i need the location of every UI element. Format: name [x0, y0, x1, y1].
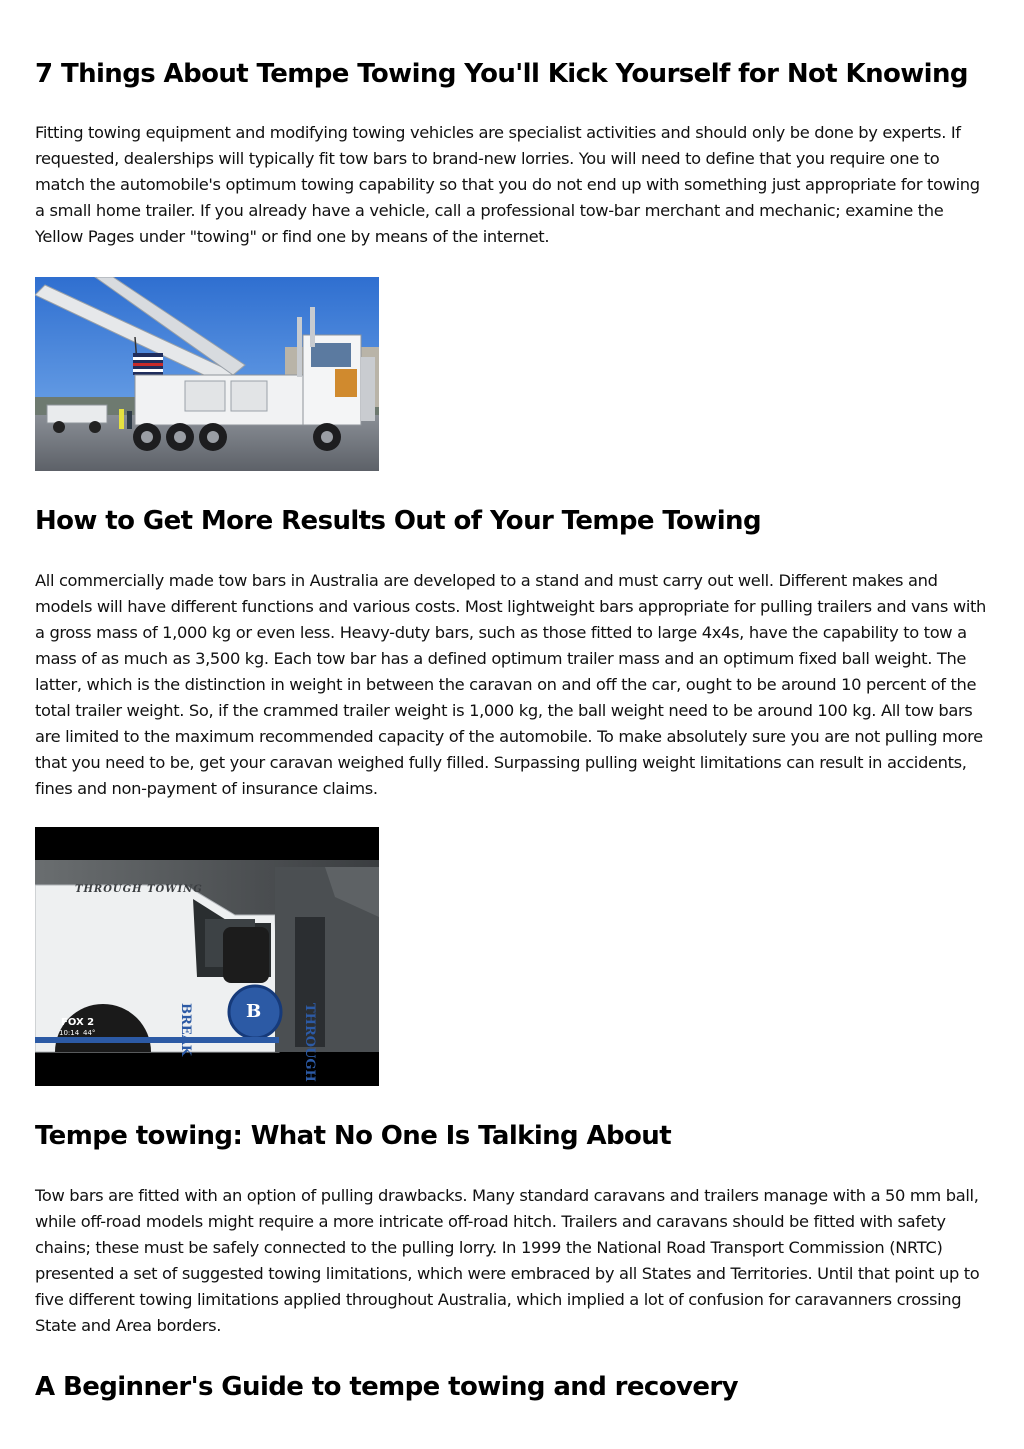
news-temperature: 44°: [83, 1029, 96, 1037]
section-heading: A Beginner's Guide to tempe towing and recovery: [35, 1372, 738, 1402]
section-heading: Tempe towing: What No One Is Talking About: [35, 1121, 672, 1151]
news-channel-badge: FOX 2: [61, 1017, 95, 1028]
section-paragraph: All commercially made tow bars in Australia are developed to a stand and must carry out well. Different makes and models will have different functions and various costs. Most lightweight bars appropriate for pulling trailers and vans with a gross mass of 1,000 kg or even less. Heavy-duty bars, such as those fitted to large 4x4s, have the capability to tow a mass of as much as 3,500 kg. Each tow bar has a defined optimum trailer mass and an optimum fixed ball weight. The latter, which is the distinction in weight in between the caravan on and off the car, ought to be around 10 percent of the total trailer weight. So, if the crammed trailer weight is 1,000 kg, the ball weight need to be around 100 kg. All tow bars are limited to the maximum recommended capacity of the automobile. To make absolutely sure you are not pulling more that you need to be, get your caravan weighed fully filled. Surpassing pulling weight limitations can result in accidents, fines and non-payment of insurance claims.: [35, 571, 986, 798]
tow-truck-illustration: [35, 277, 379, 471]
logo-letter: B: [246, 1001, 262, 1022]
section-heading: How to Get More Results Out of Your Tempe Towing: [35, 506, 761, 536]
news-video-still: [35, 827, 379, 1086]
tow-truck-photo: [35, 277, 379, 471]
news-time: 10:14: [59, 1029, 80, 1037]
intro-paragraph: Fitting towing equipment and modifying towing vehicles are specialist activities and should only be done by experts. If requested, dealerships will typically fit tow bars to brand-new lorries. You will need to define that you require one to match the automobile's optimum towing capability so that you do not end up with something just appropriate for towing a small home trailer. If you already have a vehicle, call a professional tow-bar merchant and mechanic; examine the Yellow Pages under "towing" or find one by means of the internet.: [35, 123, 980, 246]
logo-text-right: THROUGH: [302, 1003, 317, 1082]
page-title: 7 Things About Tempe Towing You'll Kick Yourself for Not Knowing: [35, 59, 968, 89]
company-text: THROUGH TOWING: [75, 884, 203, 895]
tow-pickup-illustration: [35, 827, 379, 1086]
logo-text-left: BREAK: [178, 1003, 193, 1057]
section-paragraph: Tow bars are fitted with an option of pulling drawbacks. Many standard caravans and trailers manage with a 50 mm ball, while off-road models might require a more intricate off-road hitch. Trailers and caravans should be fitted with safety chains; these must be safely connected to the pulling lorry. In 1999 the National Road Transport Commission (NRTC) presented a set of suggested towing limitations, which were embraced by all States and Territories. Until that point up to five different towing limitations applied throughout Australia, which implied a lot of confusion for caravanners crossing State and Area borders.: [35, 1186, 980, 1335]
